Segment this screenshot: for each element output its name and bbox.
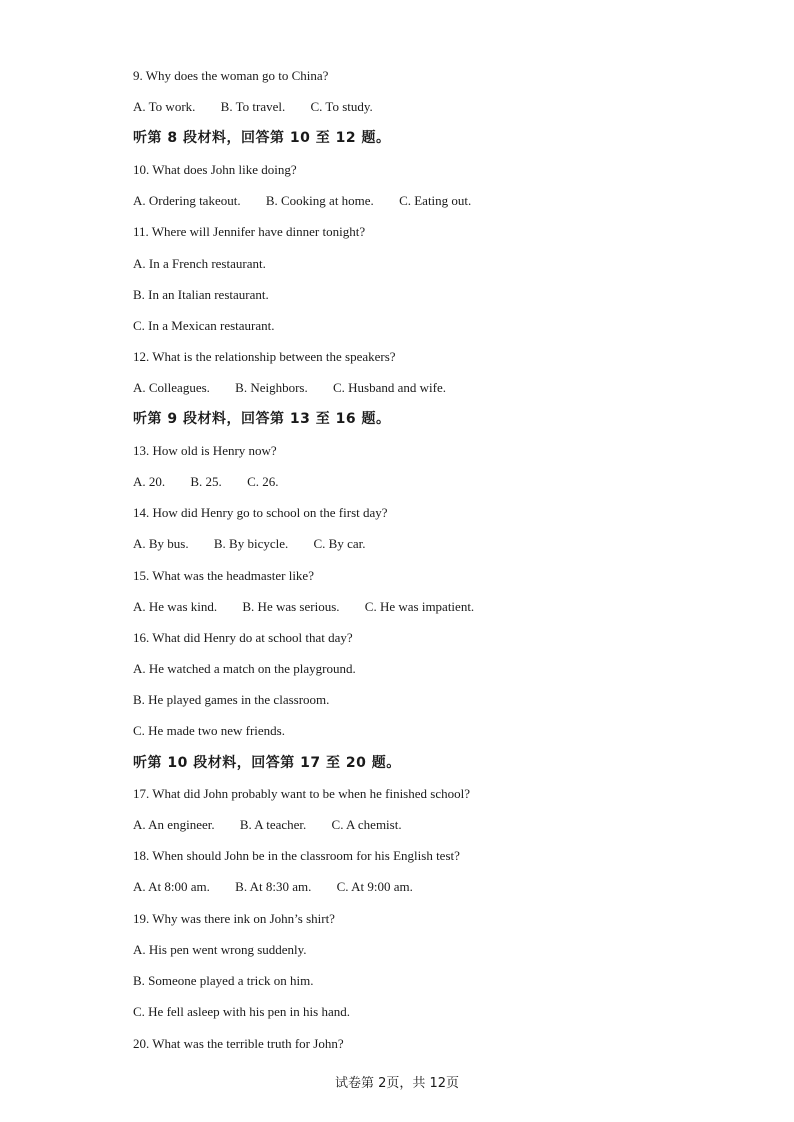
question-14-options	[133, 536, 366, 552]
section-heading-10: 听第 10 段材料，回答第 17 至 20 题。	[133, 755, 401, 771]
option-a: A. Ordering takeout.	[133, 193, 241, 208]
question-10: 10. What does John like doing?	[133, 162, 297, 177]
question-12: 12. What is the relationship between the speakers?	[133, 349, 396, 364]
option-c: C. Husband and wife.	[333, 380, 447, 395]
option-c: C. At 9:00 am.	[336, 879, 413, 894]
question-9-options	[133, 99, 373, 115]
question-16: 16. What did Henry do at school that day?	[133, 630, 353, 645]
question-11-option-c: C. In a Mexican restaurant.	[133, 318, 275, 333]
question-12-options	[133, 380, 446, 396]
question-16-option-b: B. He played games in the classroom.	[133, 692, 330, 707]
question-19-option-b: B. Someone played a trick on him.	[133, 973, 314, 988]
question-14: 14. How did Henry go to school on the first day?	[133, 505, 388, 520]
question-20: 20. What was the terrible truth for John?	[133, 1036, 344, 1051]
question-9: 9. Why does the woman go to China?	[133, 68, 329, 83]
question-11-option-a: A. In a French restaurant.	[133, 256, 266, 271]
option-c: C. A chemist.	[331, 817, 402, 832]
option-a: A. 20.	[133, 474, 166, 489]
question-16-option-c: C. He made two new friends.	[133, 723, 285, 738]
question-13-options	[133, 474, 278, 490]
option-b: B. Neighbors.	[235, 380, 308, 395]
option-b: B. At 8:30 am.	[235, 879, 312, 894]
question-11: 11. Where will Jennifer have dinner tonight?	[133, 224, 366, 239]
question-11-option-b: B. In an Italian restaurant.	[133, 287, 269, 302]
option-b: B. To travel.	[220, 99, 286, 114]
option-a: A. An engineer.	[133, 817, 215, 832]
option-a: A. To work.	[133, 99, 196, 114]
option-b: B. Cooking at home.	[265, 193, 374, 208]
option-b: B. 25.	[190, 474, 222, 489]
option-c: C. To study.	[310, 99, 373, 114]
question-13: 13. How old is Henry now?	[133, 443, 277, 458]
question-16-option-a: A. He watched a match on the playground.	[133, 661, 356, 676]
option-c: C. By car.	[313, 536, 366, 551]
section-heading-9: 听第 9 段材料，回答第 13 至 16 题。	[133, 411, 391, 427]
option-a: A. At 8:00 am.	[133, 879, 210, 894]
page-footer: 试卷第 2页，共 12页	[334, 1076, 460, 1091]
option-c: C. He was impatient.	[364, 599, 475, 614]
question-15-options	[133, 599, 474, 615]
question-18: 18. When should John be in the classroom for his English test?	[133, 848, 460, 863]
question-15: 15. What was the headmaster like?	[133, 568, 314, 583]
option-b: B. A teacher.	[239, 817, 307, 832]
option-a: A. By bus.	[133, 536, 189, 551]
question-19-option-c: C. He fell asleep with his pen in his hand.	[133, 1004, 350, 1019]
question-10-options	[133, 193, 471, 209]
section-heading-8: 听第 8 段材料，回答第 10 至 12 题。	[133, 130, 391, 146]
option-a: A. He was kind.	[133, 599, 218, 614]
question-19-option-a: A. His pen went wrong suddenly.	[133, 942, 307, 957]
question-18-options	[133, 879, 413, 895]
option-c: C. Eating out.	[399, 193, 472, 208]
option-c: C. 26.	[247, 474, 279, 489]
option-a: A. Colleagues.	[133, 380, 210, 395]
question-19: 19. Why was there ink on John’s shirt?	[133, 911, 335, 926]
question-17: 17. What did John probably want to be when he finished school?	[133, 786, 470, 801]
question-17-options	[133, 817, 402, 833]
option-b: B. He was serious.	[242, 599, 340, 614]
option-b: B. By bicycle.	[213, 536, 289, 551]
